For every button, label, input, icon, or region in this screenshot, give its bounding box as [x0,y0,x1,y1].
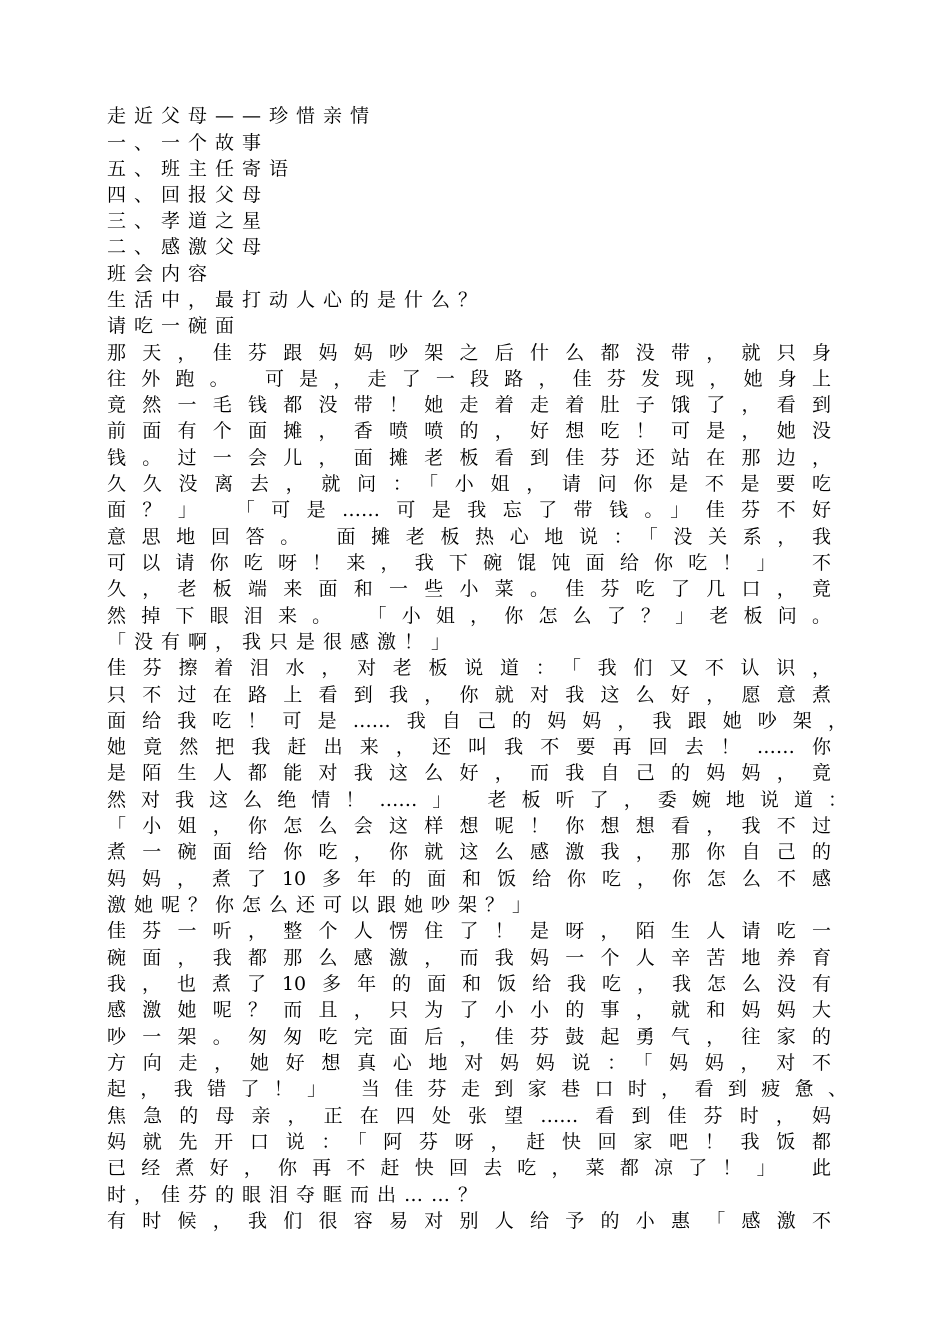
body-line: 意思地回答。 面摊老板热心地说：「没关系，我 [107,526,831,548]
outline-item-5: 五、班主任寄语 [107,158,297,180]
body-line: 妈妈，煮了10多年的面和饭给你吃，你怎么不感 [107,868,831,890]
body-line: 妈就先开口说：「阿芬呀，赶快回家吧！我饭都 [107,1131,831,1153]
body-line: 钱。过一会儿，面摊老板看到佳芬还站在那边， [107,447,831,469]
body-line: 佳芬一听，整个人愣住了！是呀，陌生人请吃一 [107,920,831,942]
document-title: 走近父母——珍惜亲情 [107,105,378,127]
body-line: 佳芬擦着泪水，对老板说道：「我们又不认识， [107,657,831,679]
outline-item-1: 一、一个故事 [107,132,270,154]
body-line: 那天，佳芬跟妈妈吵架之后什么都没带，就只身 [107,342,831,364]
body-line: 已经煮好，你再不赶快回去吃，菜都凉了！」 此 [107,1157,831,1179]
body-line: 久，老板端来面和一些小菜。佳芬吃了几口，竟 [107,578,831,600]
body-line: 久久没离去，就问：「小姐，请问你是不是要吃 [107,473,831,495]
body-line: 是陌生人都能对我这么好，而我自己的妈妈，竟 [107,762,831,784]
body-line: 激她呢？你怎么还可以跟她吵架？」 [107,894,540,916]
body-line: 吵一架。匆匆吃完面后，佳芬鼓起勇气，往家的 [107,1026,831,1048]
outline-item-4: 四、回报父母 [107,184,270,206]
body-line: 她竟然把我赶出来，还叫我不要再回去！……你 [107,736,831,758]
body-line: 竟然一毛钱都没带！她走着走着肚子饿了，看到 [107,394,831,416]
body-line: 焦急的母亲，正在四处张望……看到佳芬时，妈 [107,1105,831,1127]
body-line: 往外跑。 可是，走了一段路，佳芬发现，她身上 [107,368,831,390]
body-line: 可以请你吃呀！来，我下碗馄饨面给你吃！」 不 [107,552,831,574]
section-heading: 班会内容 [107,263,216,285]
question-line: 生活中，最打动人心的是什么？ [107,289,486,311]
story-title: 请吃一碗面 [107,315,243,337]
body-line: 面给我吃！可是……我自己的妈妈，我跟她吵架， [107,710,847,732]
body-line: 方向走，她好想真心地对妈妈说：「妈妈，对不 [107,1052,831,1074]
body-line: 然对我这么绝情！……」 老板听了，委婉地说道： [107,789,847,811]
body-line: 煮一碗面给你吃，你就这么感激我，那你自己的 [107,841,831,863]
body-line: 碗面，我都那么感激，而我妈一个人辛苦地养育 [107,947,831,969]
body-line: 只不过在路上看到我，你就对我这么好，愿意煮 [107,684,831,706]
outline-item-3: 三、孝道之星 [107,210,270,232]
body-line: 我，也煮了10多年的面和饭给我吃，我怎么没有 [107,973,831,995]
body-line: 「小姐，你怎么会这样想呢！你想想看，我不过 [107,815,831,837]
body-line: 「没有啊，我只是很感激！」 [107,631,459,653]
body-line: 起，我错了！」 当佳芬走到家巷口时，看到疲惫、 [107,1078,847,1100]
body-line: 前面有个面摊，香喷喷的，好想吃！可是，她没 [107,420,831,442]
outline-item-2: 二、感激父母 [107,236,270,258]
body-line: 有时候，我们很容易对别人给予的小惠「感激不 [107,1210,831,1232]
body-line: 然掉下眼泪来。 「小姐，你怎么了？」老板问。 [107,605,831,627]
body-line: 面？」 「可是……可是我忘了带钱。」佳芬不好 [107,499,831,521]
body-line: 感激她呢？而且，只为了小小的事，就和妈妈大 [107,999,831,1021]
body-line: 时，佳芬的眼泪夺眶而出……？ [107,1184,486,1206]
